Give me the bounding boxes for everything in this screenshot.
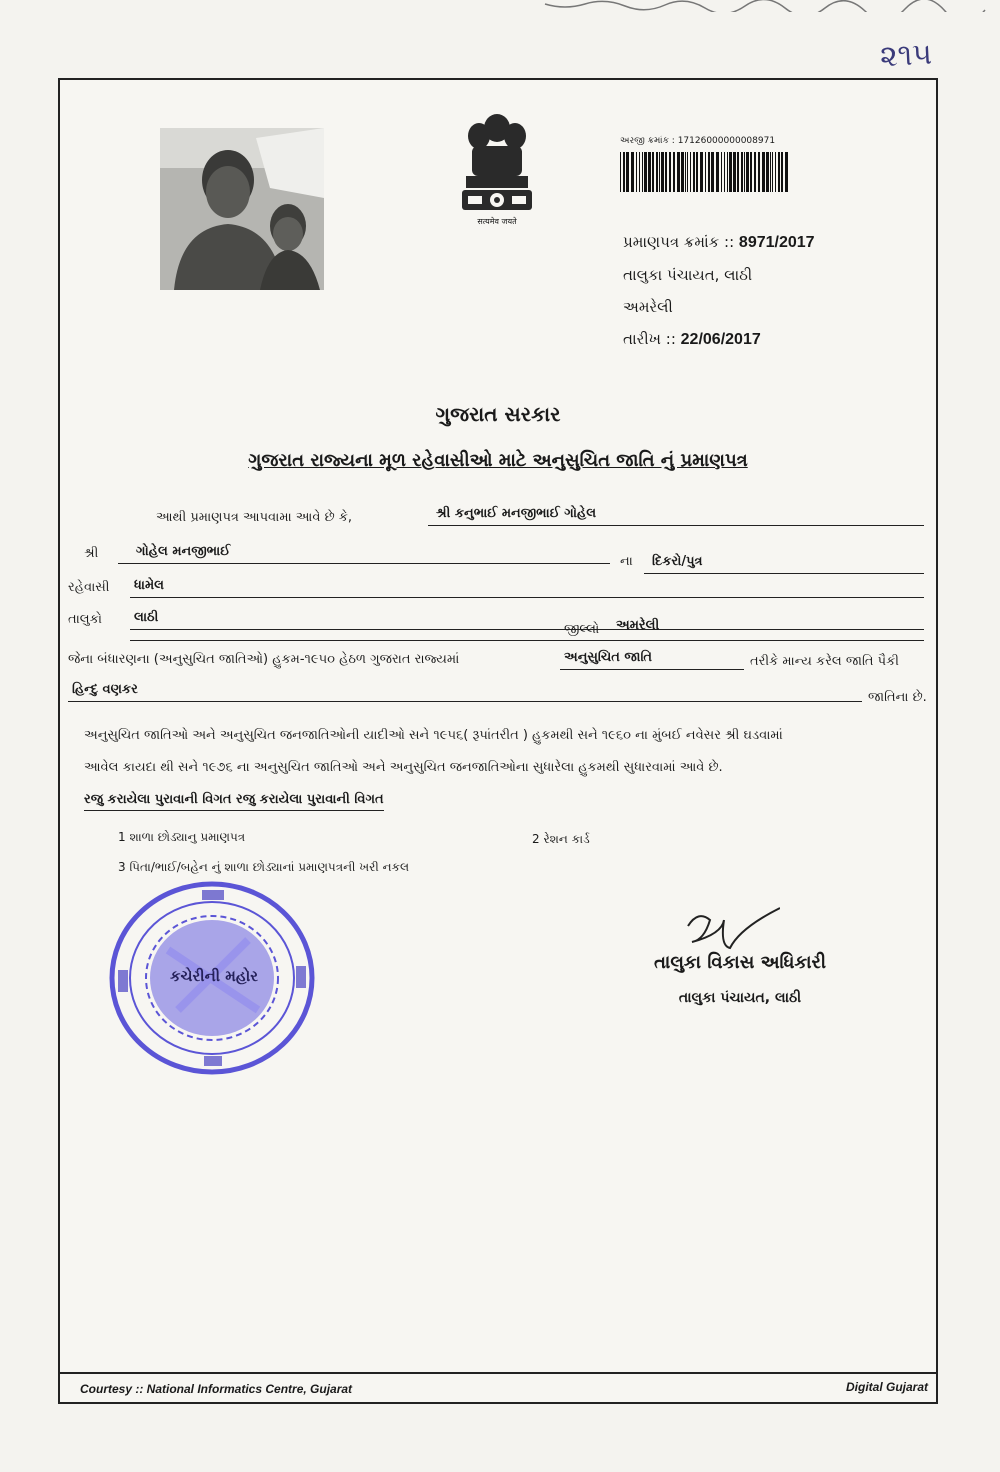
edge-scribble xyxy=(540,0,1000,12)
intro-text: આથી પ્રમાણપત્ર આપવામા આવે છે કે, xyxy=(156,510,353,525)
recognised-text: તરીકે માન્ય કરેલ જાતિ પૈકી xyxy=(750,654,899,669)
evidence-item-1: 1 શાળા છોડ્યાનુ પ્રમાણપત્ર xyxy=(118,830,246,844)
issue-date: 22/06/2017 xyxy=(680,331,761,348)
signature xyxy=(670,896,780,956)
village: ધામેલ xyxy=(130,578,924,598)
legal-text-line-2: આવેલ કાયદા થી સને ૧૯૭૬ ના અનુસુચિત જાતિઓ અને અનુસુચિત જનજાતિઓના સુધારેલા હુકમથી સુધારવામાં આવે છે. xyxy=(84,760,723,775)
application-number: અરજી ક્રમાંક : 17126000000008971 xyxy=(620,136,776,146)
national-emblem xyxy=(452,106,542,230)
issuing-district: અમરેલી xyxy=(623,298,673,316)
applicant-photo xyxy=(160,128,324,290)
government-title: ગુજરાત સરકાર xyxy=(435,402,561,426)
footer-brand: Digital Gujarat xyxy=(845,1380,928,1394)
certificate-meta xyxy=(623,226,815,356)
certificate-title: ગુજરાત રાજ્યના મૂળ રહેવાસીઓ માટે અનુસુચિત જાતિ નું પ્રમાણપત્ર xyxy=(248,450,748,471)
certificate-number: 8971/2017 xyxy=(738,234,815,251)
taluka-label: તાલુકો xyxy=(68,612,103,627)
certificate-number-row xyxy=(623,226,815,259)
resident-label: રહેવાસી xyxy=(68,580,110,595)
handwritten-page-number: ૨૧૫ xyxy=(879,36,933,75)
evidence-heading: રજુ કરાયેલા પુરાવાની વિગત રજુ કરાયેલા પુરાવાની વિગત xyxy=(84,792,384,811)
evidence-item-3: 3 પિતા/ભાઈ/બહેન નું શાળા છોડ્યાનાં પ્રમાણપત્રની ખરી નકલ xyxy=(118,860,410,874)
seal-text: કચેરીની મહોર xyxy=(169,967,259,985)
order-text: જેના બંધારણના (અનુસુચિત જાતિઓ) હુકમ-૧૯૫૦ હેઠળ ગુજરાત રાજ્યમાં xyxy=(68,652,460,667)
officer-title: તાલુકા વિકાસ અધિકારી xyxy=(653,952,826,973)
emblem-motto: सत्यमेव जयते xyxy=(477,217,517,226)
caste: હિન્દુ વણકર xyxy=(68,682,862,702)
footer xyxy=(60,1372,936,1402)
barcode-block xyxy=(620,136,920,192)
barcode xyxy=(620,152,792,192)
district-label: જીલ્લો xyxy=(564,622,600,637)
certificate-number-label: પ્રમાણપત્ર ક્રમાંક :: xyxy=(623,233,735,251)
category: અનુસુચિત જાતિ xyxy=(560,650,744,670)
relation: દિકરો/પુત્ર xyxy=(644,554,924,574)
officer-office: તાલુકા પંચાયત, લાઠી xyxy=(678,990,802,1006)
legal-text-line-1: અનુસુચિત જાતિઓ અને અનુસુચિત જનજાતિઓની યાદીઓ સને ૧૯૫૬( રૂપાંતરીત ) હુકમથી સને ૧૯૬૦ ના મુંબઈ નવેસર શ્રી ઘડવામાં xyxy=(84,728,783,743)
father-prefix: શ્રી xyxy=(84,546,99,561)
evidence-item-2: 2 રેશન કાર્ડ xyxy=(532,832,590,846)
district-underline xyxy=(130,640,924,641)
footer-courtesy: Courtesy :: National Informatics Centre, Gujarat xyxy=(80,1382,353,1396)
taluka: લાઠી xyxy=(130,610,924,630)
father-name: ગોહેલ મનજીભાઈ xyxy=(118,544,610,564)
district: અમરેલી xyxy=(616,618,660,633)
issuing-office: તાલુકા પંચાયત, લાઠી xyxy=(623,266,753,284)
caste-suffix: જાતિના છે. xyxy=(868,690,927,705)
of-label: ના xyxy=(620,554,633,569)
office-seal xyxy=(108,880,316,1076)
certificate-frame xyxy=(58,78,938,1404)
issue-date-label: તારીખ :: xyxy=(623,330,676,348)
applicant-name: શ્રી કનુભાઈ મનજીભાઈ ગોહેલ xyxy=(428,506,924,526)
issue-date-row xyxy=(623,323,815,356)
